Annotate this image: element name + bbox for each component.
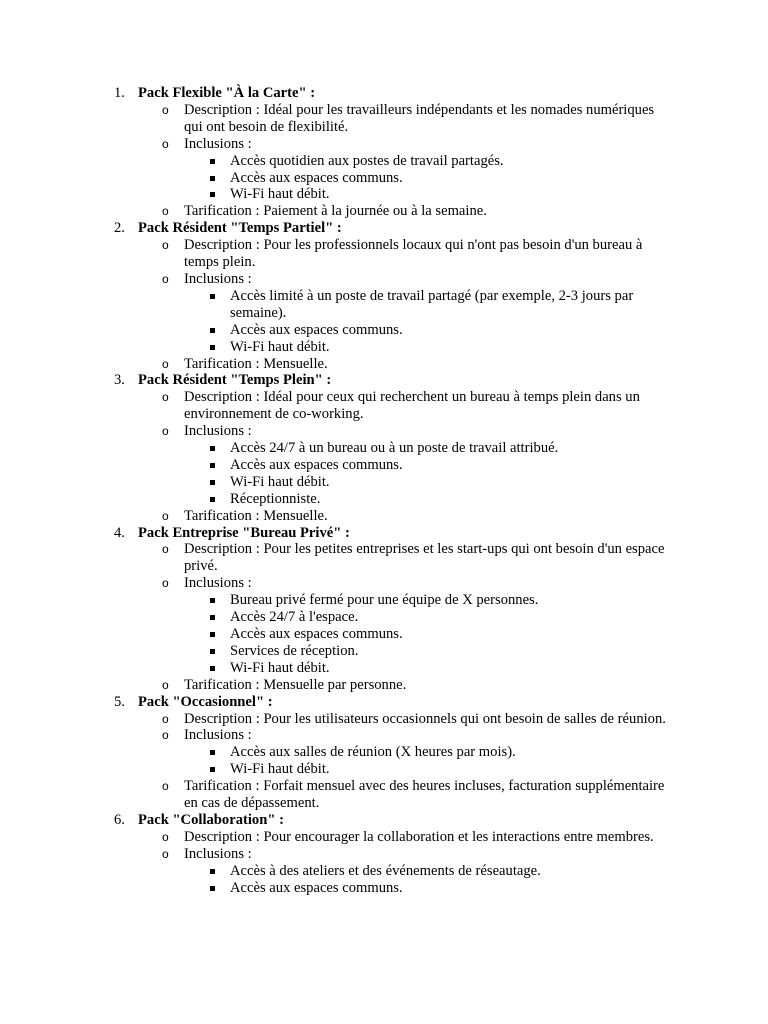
pack-pricing: [138, 508, 670, 525]
inclusion-item: [184, 153, 674, 170]
inclusion-item: [184, 761, 674, 778]
circle-bullet-icon: o: [162, 356, 169, 371]
pack-pricing: [138, 778, 670, 812]
pack-inclusions: [138, 575, 670, 676]
pack-inclusions-text: Inclusions :: [184, 135, 252, 152]
pack-title: Pack "Occasionnel" :: [138, 693, 273, 710]
circle-bullet-icon: o: [162, 728, 169, 743]
pack-item: [0, 220, 768, 372]
pack-description: [138, 541, 670, 575]
inclusion-text: Accès aux espaces communs.: [230, 456, 403, 473]
pack-description: [138, 389, 670, 423]
pack-pricing-text: Tarification : Mensuelle.: [184, 507, 328, 524]
inclusion-text: Accès limité à un poste de travail partagé (par exemple, 2-3 jours par semaine).: [230, 287, 634, 321]
pack-title: Pack Entreprise "Bureau Privé" :: [138, 524, 350, 541]
inclusion-text: Wi-Fi haut débit.: [230, 659, 330, 676]
square-bullet-icon: [210, 598, 215, 603]
pack-pricing: [138, 356, 670, 373]
inclusion-item: [184, 440, 674, 457]
circle-bullet-icon: o: [162, 779, 169, 794]
inclusion-text: Accès 24/7 à l'espace.: [230, 609, 359, 626]
inclusions-list: [184, 440, 670, 508]
square-bullet-icon: [210, 480, 215, 485]
inclusion-item: [184, 643, 674, 660]
pack-number: 5.: [114, 693, 125, 710]
pack-pricing-text: Tarification : Forfait mensuel avec des heures incluses, facturation supplémentaire en cas de dépassement.: [184, 778, 665, 812]
square-bullet-icon: [210, 497, 215, 502]
pack-details: [138, 541, 768, 693]
square-bullet-icon: [210, 666, 215, 671]
pack-description-text: Description : Idéal pour ceux qui recherchent un bureau à temps plein dans un environnement de co-working.: [184, 389, 640, 423]
pack-item: [0, 525, 768, 694]
inclusion-text: Accès aux espaces communs.: [230, 169, 403, 186]
circle-bullet-icon: o: [162, 204, 169, 219]
square-bullet-icon: [210, 463, 215, 468]
inclusion-item: [184, 457, 674, 474]
pack-inclusions-text: Inclusions :: [184, 270, 252, 287]
pack-item: [0, 85, 768, 220]
square-bullet-icon: [210, 615, 215, 620]
pack-details: [138, 237, 768, 372]
pack-list: [0, 85, 768, 897]
square-bullet-icon: [210, 294, 215, 299]
inclusion-item: [184, 322, 674, 339]
pack-pricing: [138, 203, 670, 220]
circle-bullet-icon: o: [162, 271, 169, 286]
circle-bullet-icon: o: [162, 136, 169, 151]
pack-description-text: Description : Pour les petites entreprises et les start-ups qui ont besoin d'un espace privé.: [184, 541, 665, 575]
inclusion-text: Accès 24/7 à un bureau ou à un poste de travail attribué.: [230, 440, 559, 457]
inclusion-text: Wi-Fi haut débit.: [230, 473, 330, 490]
pack-number: 3.: [114, 372, 125, 389]
inclusion-item: [184, 744, 674, 761]
inclusion-item: [184, 170, 674, 187]
square-bullet-icon: [210, 176, 215, 181]
pack-inclusions-text: Inclusions :: [184, 575, 252, 592]
pack-details: [138, 711, 768, 812]
pack-description: [138, 711, 670, 728]
circle-bullet-icon: o: [162, 846, 169, 861]
square-bullet-icon: [210, 886, 215, 891]
inclusion-text: Accès à des ateliers et des événements de réseautage.: [230, 862, 541, 879]
pack-item: [0, 812, 768, 897]
inclusion-item: [184, 339, 674, 356]
pack-item: [0, 694, 768, 812]
square-bullet-icon: [210, 869, 215, 874]
pack-inclusions: [138, 423, 670, 508]
pack-inclusions-text: Inclusions :: [184, 845, 252, 862]
pack-pricing-text: Tarification : Mensuelle par personne.: [184, 676, 407, 693]
circle-bullet-icon: o: [162, 390, 169, 405]
square-bullet-icon: [210, 328, 215, 333]
inclusion-text: Réceptionniste.: [230, 490, 321, 507]
pack-description-text: Description : Pour encourager la collaboration et les interactions entre membres.: [184, 828, 654, 845]
inclusion-item: [184, 491, 674, 508]
inclusion-item: [184, 592, 674, 609]
inclusion-text: Accès aux salles de réunion (X heures par mois).: [230, 744, 516, 761]
pack-title: Pack Résident "Temps Partiel" :: [138, 220, 342, 237]
pack-description: [138, 237, 670, 271]
circle-bullet-icon: o: [162, 424, 169, 439]
pack-pricing-text: Tarification : Mensuelle.: [184, 355, 328, 372]
pack-number: 6.: [114, 811, 125, 828]
inclusion-text: Accès aux espaces communs.: [230, 626, 403, 642]
square-bullet-icon: [210, 649, 215, 654]
inclusions-list: [184, 153, 670, 204]
inclusion-text: Wi-Fi haut débit.: [230, 186, 330, 203]
square-bullet-icon: [210, 446, 215, 451]
pack-number: 4.: [114, 524, 125, 541]
pack-title: Pack Flexible "À la Carte" :: [138, 85, 316, 101]
circle-bullet-icon: o: [162, 542, 169, 557]
inclusion-text: Accès aux espaces communs.: [230, 879, 403, 896]
pack-inclusions-text: Inclusions :: [184, 727, 252, 744]
inclusion-text: Bureau privé fermé pour une équipe de X personnes.: [230, 592, 539, 609]
pack-description: [138, 829, 670, 846]
inclusions-list: [184, 592, 670, 677]
square-bullet-icon: [210, 159, 215, 164]
inclusions-list: [184, 863, 670, 897]
pack-details: [138, 102, 768, 220]
inclusion-item: [184, 880, 674, 897]
pack-title: Pack Résident "Temps Plein" :: [138, 372, 332, 389]
square-bullet-icon: [210, 767, 215, 772]
square-bullet-icon: [210, 632, 215, 637]
inclusion-text: Wi-Fi haut débit.: [230, 761, 330, 778]
inclusion-item: [184, 660, 674, 677]
pack-description-text: Description : Idéal pour les travailleurs indépendants et les nomades numériques qui ont besoin de flexibilité.: [184, 101, 655, 135]
pack-pricing-text: Tarification : Paiement à la journée ou à la semaine.: [184, 203, 487, 220]
pack-inclusions: [138, 846, 670, 897]
pack-inclusions: [138, 136, 670, 204]
inclusions-list: [184, 744, 670, 778]
pack-inclusions: [138, 271, 670, 356]
circle-bullet-icon: o: [162, 829, 169, 844]
pack-details: [138, 389, 768, 524]
pack-number: 1.: [114, 85, 125, 101]
circle-bullet-icon: o: [162, 238, 169, 253]
pack-pricing: [138, 677, 670, 694]
pack-details: [138, 829, 768, 897]
inclusion-item: [184, 288, 674, 322]
circle-bullet-icon: o: [162, 102, 169, 117]
inclusion-item: [184, 474, 674, 491]
inclusion-item: [184, 186, 674, 203]
pack-description-text: Description : Pour les professionnels locaux qui n'ont pas besoin d'un bureau à temps plein.: [184, 237, 643, 271]
pack-description-text: Description : Pour les utilisateurs occasionnels qui ont besoin de salles de réunion.: [184, 710, 666, 727]
inclusion-text: Services de réception.: [230, 642, 359, 659]
circle-bullet-icon: o: [162, 508, 169, 523]
inclusion-text: Wi-Fi haut débit.: [230, 338, 330, 355]
square-bullet-icon: [210, 192, 215, 197]
pack-title: Pack "Collaboration" :: [138, 811, 284, 828]
inclusions-list: [184, 288, 670, 356]
pack-inclusions: [138, 727, 670, 778]
circle-bullet-icon: o: [162, 677, 169, 692]
circle-bullet-icon: o: [162, 711, 169, 726]
pack-inclusions-text: Inclusions :: [184, 423, 252, 440]
square-bullet-icon: [210, 345, 215, 350]
inclusion-item: [184, 863, 674, 880]
pack-item: [0, 372, 768, 524]
circle-bullet-icon: o: [162, 576, 169, 591]
inclusion-item: [184, 609, 674, 626]
pack-description: [138, 102, 670, 136]
inclusion-item: [184, 626, 674, 643]
inclusion-text: Accès quotidien aux postes de travail partagés.: [230, 152, 504, 169]
pack-number: 2.: [114, 220, 125, 237]
square-bullet-icon: [210, 750, 215, 755]
inclusion-text: Accès aux espaces communs.: [230, 321, 403, 338]
